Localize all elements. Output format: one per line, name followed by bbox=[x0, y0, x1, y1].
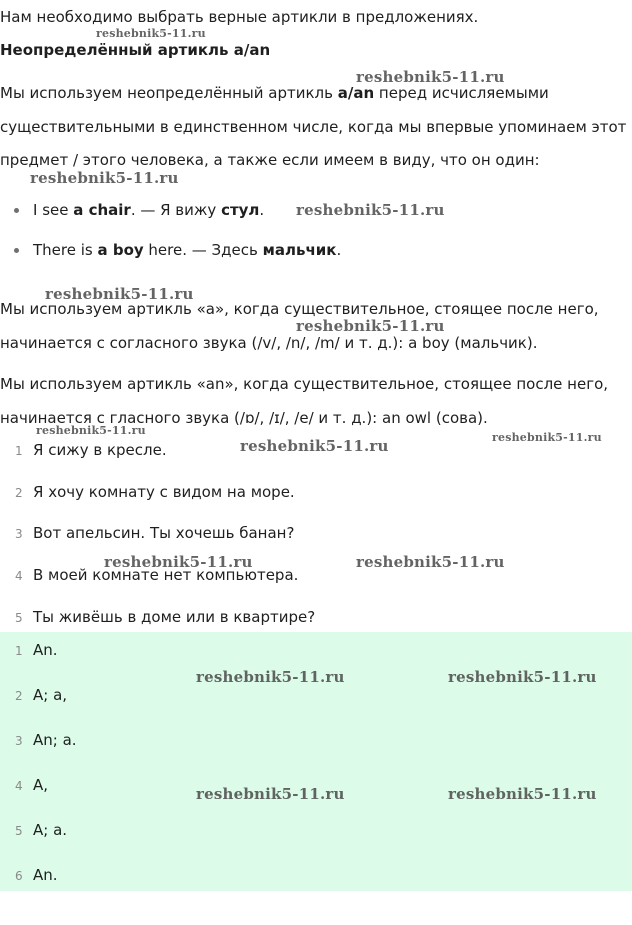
watermark: reshebnik5-11.ru bbox=[45, 285, 194, 303]
answer-text: A; a, bbox=[33, 686, 68, 704]
bullet-dot-icon bbox=[14, 248, 19, 253]
watermark: reshebnik5-11.ru bbox=[296, 317, 445, 335]
bullet-bold: a boy bbox=[97, 241, 144, 259]
paragraph-text: Мы используем неопределённый артикль bbox=[0, 84, 338, 102]
answer-number: 3 bbox=[15, 734, 23, 748]
answer-text: An. bbox=[33, 641, 58, 659]
bullet-text: . — Я вижу bbox=[130, 201, 222, 219]
watermark: reshebnik5-11.ru bbox=[356, 68, 505, 86]
bullet-text: . bbox=[259, 201, 265, 219]
question-text: Вот апельсин. Ты хочешь банан? bbox=[33, 524, 295, 542]
question-text: Я хочу комнату с видом на море. bbox=[33, 483, 295, 501]
bullet-bold: мальчик bbox=[262, 241, 337, 259]
paragraph-line: существительными в единственном числе, когда мы впервые упоминаем этот bbox=[0, 118, 627, 136]
bullet-text: There is bbox=[33, 241, 98, 259]
question-number: 2 bbox=[15, 486, 23, 500]
bullet-text: I see bbox=[33, 201, 74, 219]
paragraph-bold: a/an bbox=[337, 84, 375, 102]
answer-number: 1 bbox=[15, 644, 23, 658]
watermark: reshebnik5-11.ru bbox=[36, 424, 146, 437]
watermark: reshebnik5-11.ru bbox=[196, 785, 345, 803]
paragraph-line: Мы используем артикль «an», когда существительное, стоящее после него, bbox=[0, 375, 609, 393]
bullet-bold: a chair bbox=[73, 201, 131, 219]
question-number: 5 bbox=[15, 611, 23, 625]
paragraph-line bbox=[0, 84, 549, 102]
watermark: reshebnik5-11.ru bbox=[240, 437, 389, 455]
question-number: 3 bbox=[15, 527, 23, 541]
watermark: reshebnik5-11.ru bbox=[448, 785, 597, 803]
question-text: Ты живёшь в доме или в квартире? bbox=[33, 608, 316, 626]
question-number: 1 bbox=[15, 444, 23, 458]
section-heading: Неопределённый артикль a/an bbox=[0, 41, 271, 59]
watermark: reshebnik5-11.ru bbox=[30, 169, 179, 187]
answer-number: 6 bbox=[15, 869, 23, 883]
answer-text: A, bbox=[33, 776, 49, 794]
bullet-bold: стул bbox=[221, 201, 260, 219]
watermark: reshebnik5-11.ru bbox=[196, 668, 345, 686]
paragraph-line: предмет / этого человека, а также если имеем в виду, что он один: bbox=[0, 151, 540, 169]
answer-text: An; a. bbox=[33, 731, 77, 749]
bullet-item bbox=[14, 201, 264, 219]
watermark: reshebnik5-11.ru bbox=[296, 201, 445, 219]
bullet-text: . bbox=[336, 241, 342, 259]
paragraph-line: Мы используем артикль «a», когда существительное, стоящее после него, bbox=[0, 300, 599, 318]
answer-text: An. bbox=[33, 866, 58, 884]
watermark: reshebnik5-11.ru bbox=[356, 553, 505, 571]
paragraph-line: начинается с согласного звука (/v/, /n/, /m/ и т. д.): a boy (мальчик). bbox=[0, 334, 538, 352]
bullet-dot-icon bbox=[14, 208, 19, 213]
bullet-text: here. — Здесь bbox=[143, 241, 263, 259]
question-text: В моей комнате нет компьютера. bbox=[33, 566, 299, 584]
question-number: 4 bbox=[15, 569, 23, 583]
watermark: reshebnik5-11.ru bbox=[448, 668, 597, 686]
intro-text: Нам необходимо выбрать верные артикли в предложениях. bbox=[0, 8, 479, 26]
answer-number: 5 bbox=[15, 824, 23, 838]
bullet-item bbox=[14, 241, 341, 259]
answer-text: A; a. bbox=[33, 821, 68, 839]
question-text: Я сижу в кресле. bbox=[33, 441, 167, 459]
watermark: reshebnik5-11.ru bbox=[104, 553, 253, 571]
watermark: reshebnik5-11.ru bbox=[96, 27, 206, 40]
watermark: reshebnik5-11.ru bbox=[492, 431, 602, 444]
answer-number: 2 bbox=[15, 689, 23, 703]
paragraph-text: перед исчисляемыми bbox=[374, 84, 549, 102]
paragraph-line: начинается с гласного звука (/ɒ/, /ɪ/, /e/ и т. д.): an owl (сова). bbox=[0, 409, 488, 427]
answer-number: 4 bbox=[15, 779, 23, 793]
